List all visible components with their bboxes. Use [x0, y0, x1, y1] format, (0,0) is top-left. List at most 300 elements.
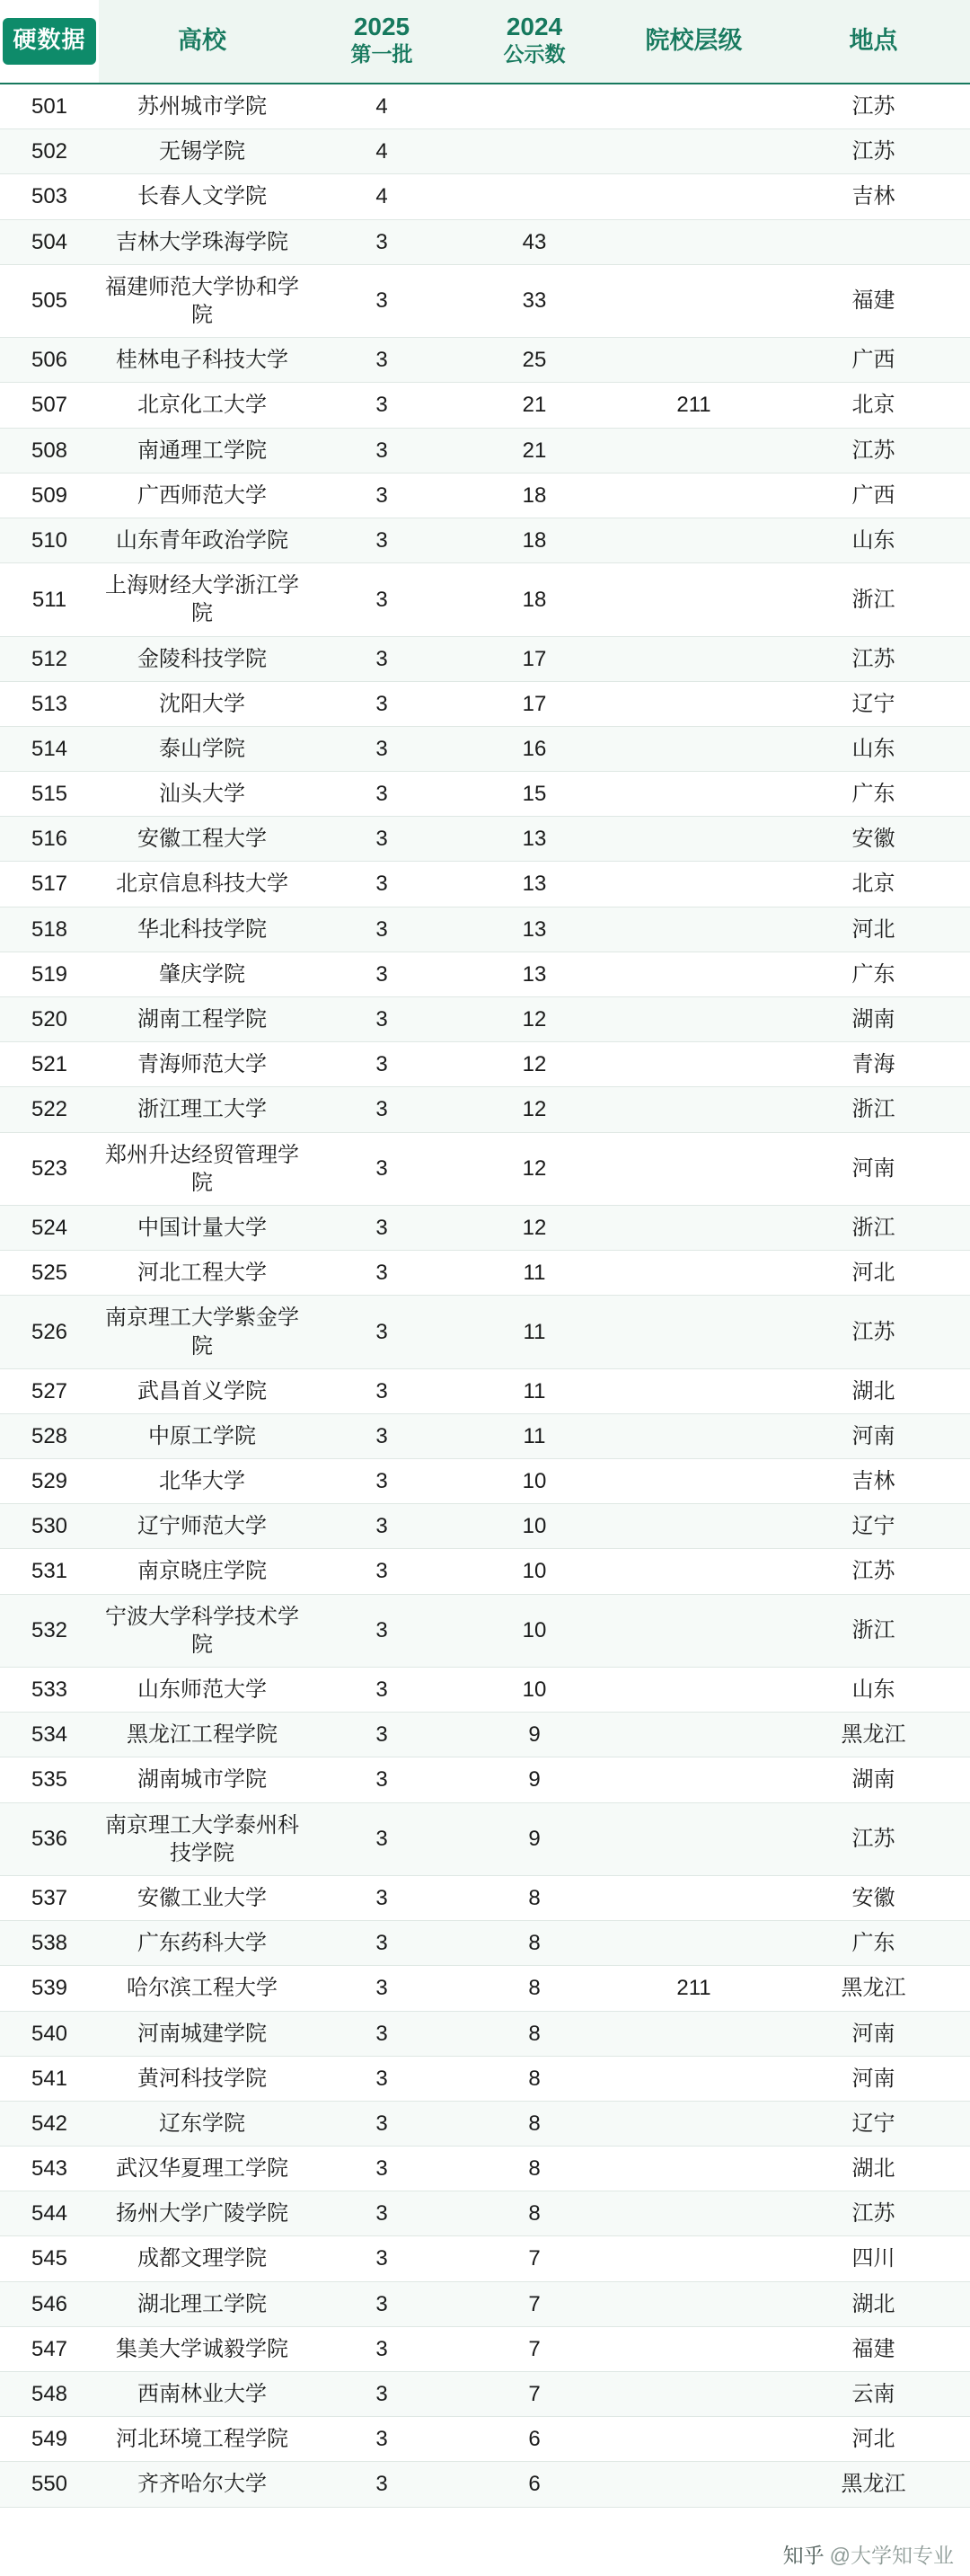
- table-row: [0, 1921, 970, 1966]
- cell-rank: 534: [0, 1713, 99, 1757]
- cell-2024-count: 12: [458, 1042, 611, 1087]
- cell-rank: 533: [0, 1668, 99, 1713]
- cell-2025-count: 3: [305, 1368, 458, 1413]
- cell-level: [611, 817, 777, 862]
- cell-level: [611, 2147, 777, 2191]
- cell-location: 河南: [777, 1413, 970, 1458]
- cell-2025-count: 3: [305, 2281, 458, 2326]
- cell-2024-count: 8: [458, 2011, 611, 2056]
- cell-level: [611, 862, 777, 907]
- cell-level: [611, 473, 777, 518]
- column-header-2024-year: 2024: [506, 13, 563, 40]
- cell-rank: 510: [0, 518, 99, 562]
- cell-rank: 523: [0, 1132, 99, 1205]
- cell-rank: 535: [0, 1757, 99, 1802]
- table-row: [0, 862, 970, 907]
- cell-2025-count: 3: [305, 2011, 458, 2056]
- cell-2025-count: 3: [305, 563, 458, 636]
- cell-2025-count: 3: [305, 2236, 458, 2281]
- table-row: [0, 1594, 970, 1667]
- cell-university-name: 扬州大学广陵学院: [99, 2191, 305, 2236]
- cell-level: [611, 952, 777, 996]
- cell-level: [611, 1368, 777, 1413]
- cell-2024-count: 8: [458, 2147, 611, 2191]
- cell-level: [611, 338, 777, 383]
- cell-2025-count: 3: [305, 1802, 458, 1875]
- cell-level: [611, 2056, 777, 2101]
- cell-location: 吉林: [777, 1459, 970, 1504]
- cell-2025-count: 4: [305, 84, 458, 129]
- cell-2024-count: 11: [458, 1296, 611, 1368]
- table-row: [0, 2372, 970, 2417]
- cell-location: 黑龙江: [777, 1966, 970, 2011]
- cell-level: [611, 2281, 777, 2326]
- cell-level: [611, 1594, 777, 1667]
- cell-2025-count: 3: [305, 907, 458, 952]
- column-header-2025-year: 2025: [353, 13, 410, 40]
- cell-2024-count: 6: [458, 2462, 611, 2507]
- cell-location: 山东: [777, 726, 970, 771]
- cell-2025-count: 3: [305, 2372, 458, 2417]
- cell-location: 河南: [777, 2011, 970, 2056]
- cell-2024-count: 43: [458, 219, 611, 264]
- table-row: [0, 2281, 970, 2326]
- cell-2025-count: 3: [305, 428, 458, 473]
- cell-rank: 537: [0, 1875, 99, 1920]
- table-row: [0, 338, 970, 383]
- cell-university-name: 西南林业大学: [99, 2372, 305, 2417]
- cell-2024-count: 7: [458, 2236, 611, 2281]
- table-row: [0, 219, 970, 264]
- cell-location: 河北: [777, 1251, 970, 1296]
- table-row: [0, 473, 970, 518]
- table-header: [0, 0, 970, 84]
- cell-level: [611, 129, 777, 174]
- cell-level: 211: [611, 1966, 777, 2011]
- cell-university-name: 宁波大学科学技术学院: [99, 1594, 305, 1667]
- cell-level: [611, 1087, 777, 1132]
- cell-location: 江苏: [777, 636, 970, 681]
- table-row: [0, 1296, 970, 1368]
- cell-2024-count: 10: [458, 1504, 611, 1549]
- cell-location: 湖北: [777, 2281, 970, 2326]
- table-row: [0, 1087, 970, 1132]
- cell-location: 江苏: [777, 2191, 970, 2236]
- cell-level: [611, 428, 777, 473]
- cell-university-name: 华北科技学院: [99, 907, 305, 952]
- cell-university-name: 南通理工学院: [99, 428, 305, 473]
- table-row: [0, 907, 970, 952]
- cell-2024-count: 12: [458, 1087, 611, 1132]
- table-row: [0, 952, 970, 996]
- cell-2024-count: [458, 174, 611, 219]
- table-row: [0, 1205, 970, 1250]
- cell-university-name: 广东药科大学: [99, 1921, 305, 1966]
- cell-2025-count: 3: [305, 473, 458, 518]
- cell-location: 安徽: [777, 1875, 970, 1920]
- cell-2025-count: 3: [305, 726, 458, 771]
- brand-logo-cell: [0, 0, 99, 84]
- cell-2024-count: 7: [458, 2372, 611, 2417]
- cell-university-name: 沈阳大学: [99, 681, 305, 726]
- cell-level: [611, 1504, 777, 1549]
- cell-location: 山东: [777, 1668, 970, 1713]
- column-header-level: 院校层级: [611, 0, 777, 84]
- table-row: [0, 518, 970, 562]
- cell-rank: 514: [0, 726, 99, 771]
- cell-2024-count: [458, 129, 611, 174]
- cell-rank: 541: [0, 2056, 99, 2101]
- cell-level: [611, 907, 777, 952]
- cell-location: 福建: [777, 2326, 970, 2371]
- cell-2025-count: 3: [305, 1713, 458, 1757]
- cell-university-name: 长春人文学院: [99, 174, 305, 219]
- cell-rank: 539: [0, 1966, 99, 2011]
- table-row: [0, 636, 970, 681]
- cell-location: 江苏: [777, 129, 970, 174]
- table-row: [0, 2191, 970, 2236]
- cell-2025-count: 3: [305, 1042, 458, 1087]
- cell-location: 黑龙江: [777, 1713, 970, 1757]
- cell-2025-count: 3: [305, 636, 458, 681]
- cell-level: [611, 1668, 777, 1713]
- table-row: [0, 817, 970, 862]
- cell-rank: 550: [0, 2462, 99, 2507]
- cell-location: 四川: [777, 2236, 970, 2281]
- cell-location: 黑龙江: [777, 2462, 970, 2507]
- cell-2024-count: 8: [458, 2101, 611, 2146]
- table-row: [0, 1713, 970, 1757]
- table-row: [0, 264, 970, 337]
- table-row: [0, 2326, 970, 2371]
- cell-rank: 511: [0, 563, 99, 636]
- cell-university-name: 黄河科技学院: [99, 2056, 305, 2101]
- cell-university-name: 辽宁师范大学: [99, 1504, 305, 1549]
- column-header-name: 高校: [99, 0, 305, 84]
- cell-location: 湖北: [777, 2147, 970, 2191]
- cell-rank: 536: [0, 1802, 99, 1875]
- cell-2024-count: 8: [458, 2056, 611, 2101]
- cell-level: [611, 726, 777, 771]
- cell-2024-count: 18: [458, 473, 611, 518]
- cell-rank: 503: [0, 174, 99, 219]
- table-row: [0, 2147, 970, 2191]
- cell-university-name: 北京化工大学: [99, 383, 305, 428]
- cell-location: 江苏: [777, 1549, 970, 1594]
- table-row: [0, 1966, 970, 2011]
- cell-rank: 525: [0, 1251, 99, 1296]
- cell-location: 湖南: [777, 997, 970, 1042]
- cell-level: [611, 174, 777, 219]
- cell-university-name: 金陵科技学院: [99, 636, 305, 681]
- cell-university-name: 哈尔滨工程大学: [99, 1966, 305, 2011]
- cell-2024-count: 9: [458, 1713, 611, 1757]
- cell-location: 辽宁: [777, 1504, 970, 1549]
- cell-2025-count: 3: [305, 1966, 458, 2011]
- cell-2024-count: 11: [458, 1368, 611, 1413]
- cell-location: 广东: [777, 1921, 970, 1966]
- cell-2024-count: 8: [458, 1921, 611, 1966]
- cell-rank: 517: [0, 862, 99, 907]
- cell-rank: 532: [0, 1594, 99, 1667]
- cell-university-name: 无锡学院: [99, 129, 305, 174]
- cell-2024-count: 25: [458, 338, 611, 383]
- cell-2024-count: 10: [458, 1549, 611, 1594]
- cell-rank: 509: [0, 473, 99, 518]
- cell-university-name: 山东青年政治学院: [99, 518, 305, 562]
- cell-rank: 519: [0, 952, 99, 996]
- table-row: [0, 2056, 970, 2101]
- cell-location: 江苏: [777, 1296, 970, 1368]
- cell-university-name: 安徽工业大学: [99, 1875, 305, 1920]
- table-row: [0, 997, 970, 1042]
- column-header-location: 地点: [777, 0, 970, 84]
- cell-rank: 507: [0, 383, 99, 428]
- table-row: [0, 1875, 970, 1920]
- cell-2024-count: 13: [458, 862, 611, 907]
- cell-level: [611, 518, 777, 562]
- cell-university-name: 南京晓庄学院: [99, 1549, 305, 1594]
- cell-rank: 516: [0, 817, 99, 862]
- cell-level: [611, 1549, 777, 1594]
- cell-2025-count: 3: [305, 952, 458, 996]
- cell-level: [611, 1251, 777, 1296]
- cell-2024-count: 10: [458, 1594, 611, 1667]
- cell-level: [611, 1296, 777, 1368]
- cell-level: [611, 219, 777, 264]
- table-row: [0, 428, 970, 473]
- cell-2025-count: 3: [305, 1132, 458, 1205]
- cell-university-name: 湖南工程学院: [99, 997, 305, 1042]
- cell-2024-count: 12: [458, 1205, 611, 1250]
- cell-location: 湖南: [777, 1757, 970, 1802]
- cell-university-name: 武昌首义学院: [99, 1368, 305, 1413]
- table-row: [0, 2417, 970, 2462]
- cell-2025-count: 3: [305, 1668, 458, 1713]
- table-row: [0, 383, 970, 428]
- cell-level: [611, 1757, 777, 1802]
- cell-2025-count: 3: [305, 1921, 458, 1966]
- cell-rank: 540: [0, 2011, 99, 2056]
- cell-rank: 546: [0, 2281, 99, 2326]
- cell-location: 浙江: [777, 1205, 970, 1250]
- cell-2025-count: 4: [305, 174, 458, 219]
- cell-rank: 501: [0, 84, 99, 129]
- cell-university-name: 成都文理学院: [99, 2236, 305, 2281]
- cell-2025-count: 3: [305, 1087, 458, 1132]
- cell-2024-count: 6: [458, 2417, 611, 2462]
- cell-level: [611, 1713, 777, 1757]
- cell-rank: 545: [0, 2236, 99, 2281]
- cell-2024-count: 12: [458, 997, 611, 1042]
- cell-location: 河南: [777, 2056, 970, 2101]
- cell-university-name: 南京理工大学紫金学院: [99, 1296, 305, 1368]
- table-row: [0, 726, 970, 771]
- cell-university-name: 湖南城市学院: [99, 1757, 305, 1802]
- cell-university-name: 南京理工大学泰州科技学院: [99, 1802, 305, 1875]
- cell-level: [611, 1042, 777, 1087]
- cell-location: 广西: [777, 338, 970, 383]
- table-row: [0, 2101, 970, 2146]
- cell-university-name: 郑州升达经贸管理学院: [99, 1132, 305, 1205]
- cell-2025-count: 3: [305, 2191, 458, 2236]
- cell-rank: 529: [0, 1459, 99, 1504]
- cell-2024-count: 13: [458, 952, 611, 996]
- cell-2024-count: 18: [458, 518, 611, 562]
- cell-rank: 544: [0, 2191, 99, 2236]
- cell-2025-count: 3: [305, 997, 458, 1042]
- cell-university-name: 武汉华夏理工学院: [99, 2147, 305, 2191]
- cell-university-name: 桂林电子科技大学: [99, 338, 305, 383]
- cell-2024-count: 12: [458, 1132, 611, 1205]
- cell-university-name: 河南城建学院: [99, 2011, 305, 2056]
- cell-rank: 504: [0, 219, 99, 264]
- cell-level: [611, 84, 777, 129]
- cell-level: [611, 2372, 777, 2417]
- cell-rank: 549: [0, 2417, 99, 2462]
- cell-2024-count: 10: [458, 1668, 611, 1713]
- table-row: [0, 1549, 970, 1594]
- cell-rank: 548: [0, 2372, 99, 2417]
- cell-location: 浙江: [777, 563, 970, 636]
- table-row: [0, 1504, 970, 1549]
- cell-location: 江苏: [777, 428, 970, 473]
- table-body: [0, 84, 970, 2507]
- cell-location: 浙江: [777, 1594, 970, 1667]
- cell-rank: 506: [0, 338, 99, 383]
- cell-rank: 526: [0, 1296, 99, 1368]
- table-row: [0, 2011, 970, 2056]
- cell-rank: 528: [0, 1413, 99, 1458]
- watermark-text: @大学知专业: [829, 2544, 954, 2567]
- cell-level: [611, 997, 777, 1042]
- cell-2025-count: 3: [305, 1504, 458, 1549]
- cell-2025-count: 3: [305, 2056, 458, 2101]
- table-row: [0, 1368, 970, 1413]
- cell-university-name: 北华大学: [99, 1459, 305, 1504]
- table-row: [0, 2236, 970, 2281]
- cell-level: [611, 2236, 777, 2281]
- cell-2024-count: 13: [458, 817, 611, 862]
- cell-2025-count: 3: [305, 862, 458, 907]
- cell-location: 河南: [777, 1132, 970, 1205]
- cell-university-name: 齐齐哈尔大学: [99, 2462, 305, 2507]
- cell-university-name: 山东师范大学: [99, 1668, 305, 1713]
- cell-2024-count: 7: [458, 2326, 611, 2371]
- cell-rank: 508: [0, 428, 99, 473]
- cell-2024-count: 9: [458, 1802, 611, 1875]
- cell-level: [611, 2417, 777, 2462]
- cell-level: [611, 1802, 777, 1875]
- cell-university-name: 泰山学院: [99, 726, 305, 771]
- cell-university-name: 辽东学院: [99, 2101, 305, 2146]
- cell-university-name: 黑龙江工程学院: [99, 1713, 305, 1757]
- cell-level: [611, 1205, 777, 1250]
- cell-location: 福建: [777, 264, 970, 337]
- cell-location: 广西: [777, 473, 970, 518]
- cell-location: 广东: [777, 952, 970, 996]
- cell-2025-count: 3: [305, 817, 458, 862]
- cell-2025-count: 3: [305, 2326, 458, 2371]
- cell-location: 云南: [777, 2372, 970, 2417]
- cell-location: 青海: [777, 1042, 970, 1087]
- cell-university-name: 集美大学诚毅学院: [99, 2326, 305, 2371]
- cell-2025-count: 3: [305, 2101, 458, 2146]
- cell-level: [611, 2462, 777, 2507]
- table-row: [0, 1757, 970, 1802]
- cell-university-name: 广西师范大学: [99, 473, 305, 518]
- cell-rank: 542: [0, 2101, 99, 2146]
- cell-location: 浙江: [777, 1087, 970, 1132]
- cell-2024-count: 33: [458, 264, 611, 337]
- cell-level: [611, 2326, 777, 2371]
- cell-university-name: 福建师范大学协和学院: [99, 264, 305, 337]
- table-row: [0, 1251, 970, 1296]
- cell-rank: 527: [0, 1368, 99, 1413]
- cell-level: [611, 1875, 777, 1920]
- cell-2024-count: 8: [458, 1966, 611, 2011]
- cell-rank: 524: [0, 1205, 99, 1250]
- cell-rank: 530: [0, 1504, 99, 1549]
- table-row: [0, 1132, 970, 1205]
- table-row: [0, 772, 970, 817]
- cell-rank: 520: [0, 997, 99, 1042]
- cell-rank: 515: [0, 772, 99, 817]
- cell-rank: 513: [0, 681, 99, 726]
- table-row: [0, 1042, 970, 1087]
- column-header-2024: [458, 0, 611, 84]
- cell-level: [611, 2191, 777, 2236]
- cell-2024-count: 8: [458, 2191, 611, 2236]
- cell-level: 211: [611, 383, 777, 428]
- cell-university-name: 青海师范大学: [99, 1042, 305, 1087]
- cell-2025-count: 3: [305, 1875, 458, 1920]
- table-row: [0, 2462, 970, 2507]
- table-row: [0, 563, 970, 636]
- cell-university-name: 湖北理工学院: [99, 2281, 305, 2326]
- cell-rank: 522: [0, 1087, 99, 1132]
- cell-2024-count: 18: [458, 563, 611, 636]
- cell-2025-count: 3: [305, 1251, 458, 1296]
- cell-2024-count: 8: [458, 1875, 611, 1920]
- cell-2024-count: 15: [458, 772, 611, 817]
- cell-2024-count: 13: [458, 907, 611, 952]
- cell-location: 北京: [777, 383, 970, 428]
- cell-location: [777, 219, 970, 264]
- column-header-2025: [305, 0, 458, 84]
- cell-university-name: 汕头大学: [99, 772, 305, 817]
- cell-location: 辽宁: [777, 2101, 970, 2146]
- cell-rank: 518: [0, 907, 99, 952]
- cell-2024-count: 21: [458, 428, 611, 473]
- column-header-2025-sub: 第一批: [350, 42, 413, 66]
- table-row: [0, 174, 970, 219]
- cell-location: 湖北: [777, 1368, 970, 1413]
- cell-level: [611, 2011, 777, 2056]
- cell-2025-count: 3: [305, 338, 458, 383]
- cell-level: [611, 563, 777, 636]
- cell-location: 河北: [777, 907, 970, 952]
- cell-2025-count: 3: [305, 518, 458, 562]
- cell-2024-count: 11: [458, 1413, 611, 1458]
- cell-2025-count: 3: [305, 2147, 458, 2191]
- watermark: [783, 2539, 954, 2569]
- cell-university-name: 河北工程大学: [99, 1251, 305, 1296]
- cell-university-name: 吉林大学珠海学院: [99, 219, 305, 264]
- cell-location: 安徽: [777, 817, 970, 862]
- cell-2024-count: 10: [458, 1459, 611, 1504]
- cell-location: 吉林: [777, 174, 970, 219]
